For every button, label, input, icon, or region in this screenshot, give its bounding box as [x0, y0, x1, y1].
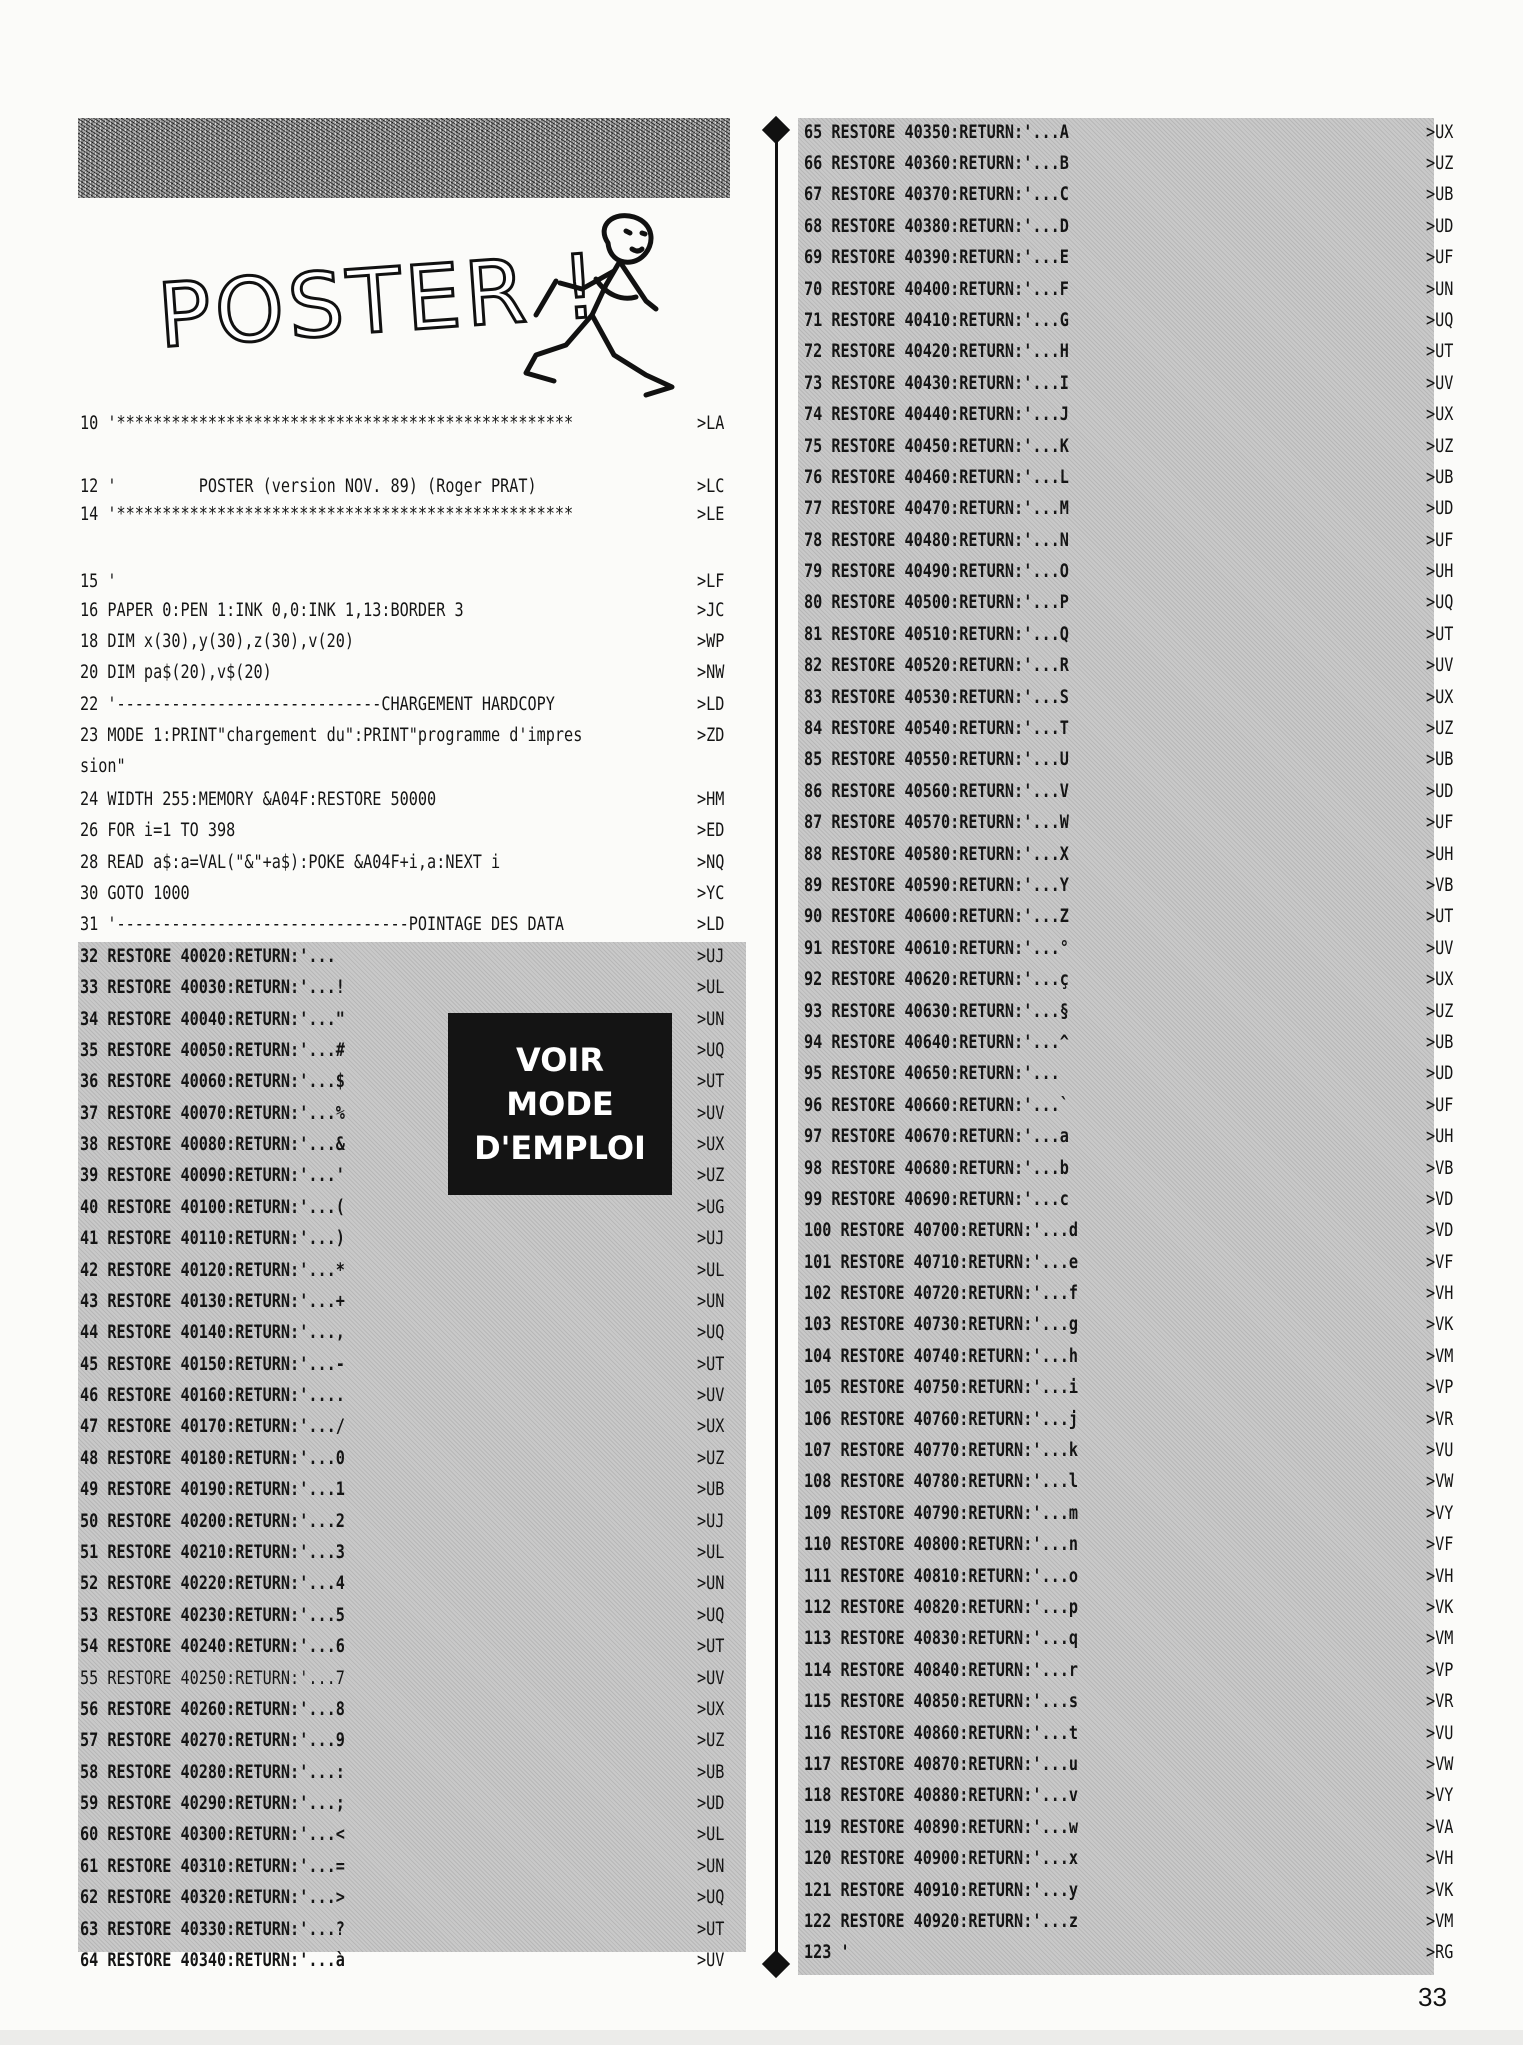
checksum-code: >HM	[697, 789, 725, 810]
code-line: 65 RESTORE 40350:RETURN:'...A	[804, 122, 1069, 143]
checksum-code: >UV	[697, 1950, 725, 1971]
checksum-code: >VB	[1426, 1158, 1454, 1179]
code-line: 118 RESTORE 40880:RETURN:'...v	[804, 1785, 1078, 1806]
cartoon-figure-illustration	[496, 205, 720, 405]
checksum-code: >UB	[1426, 467, 1454, 488]
code-line: 63 RESTORE 40330:RETURN:'...?	[80, 1919, 345, 1940]
checksum-code: >UZ	[697, 1165, 725, 1186]
checksum-code: >VM	[1426, 1628, 1454, 1649]
code-line: 57 RESTORE 40270:RETURN:'...9	[80, 1730, 345, 1751]
code-line: 119 RESTORE 40890:RETURN:'...w	[804, 1817, 1078, 1838]
checksum-code: >UG	[697, 1197, 725, 1218]
checksum-code: >UZ	[1426, 718, 1454, 739]
checksum-code: >UD	[1426, 1063, 1454, 1084]
checksum-code: >UN	[697, 1856, 725, 1877]
code-line: 70 RESTORE 40400:RETURN:'...F	[804, 279, 1069, 300]
checksum-code: >VW	[1426, 1471, 1454, 1492]
checksum-code: >JC	[697, 600, 725, 621]
box-line-2: MODE	[506, 1085, 614, 1123]
code-line: 75 RESTORE 40450:RETURN:'...K	[804, 436, 1069, 457]
code-line: 98 RESTORE 40680:RETURN:'...b	[804, 1158, 1069, 1179]
checksum-code: >UT	[1426, 624, 1454, 645]
checksum-code: >UX	[1426, 404, 1454, 425]
code-line: 74 RESTORE 40440:RETURN:'...J	[804, 404, 1069, 425]
checksum-code: >LD	[697, 694, 725, 715]
code-line: 71 RESTORE 40410:RETURN:'...G	[804, 310, 1069, 331]
checksum-code: >LE	[697, 504, 725, 525]
code-line: 89 RESTORE 40590:RETURN:'...Y	[804, 875, 1069, 896]
code-line: 110 RESTORE 40800:RETURN:'...n	[804, 1534, 1078, 1555]
checksum-code: >UD	[1426, 498, 1454, 519]
checksum-code: >LA	[697, 413, 725, 434]
checksum-code: >UH	[1426, 1126, 1454, 1147]
checksum-code: >UQ	[1426, 310, 1454, 331]
code-line: 97 RESTORE 40670:RETURN:'...a	[804, 1126, 1069, 1147]
checksum-code: >UX	[1426, 969, 1454, 990]
checksum-code: >UF	[1426, 247, 1454, 268]
code-line: 101 RESTORE 40710:RETURN:'...e	[804, 1252, 1078, 1273]
checksum-code: >UQ	[697, 1605, 725, 1626]
checksum-code: >UL	[697, 1260, 725, 1281]
checksum-code: >VA	[1426, 1817, 1454, 1838]
checksum-code: >UB	[1426, 1032, 1454, 1053]
code-line: 51 RESTORE 40210:RETURN:'...3	[80, 1542, 345, 1563]
code-line: 83 RESTORE 40530:RETURN:'...S	[804, 687, 1069, 708]
code-line: 40 RESTORE 40100:RETURN:'...(	[80, 1197, 345, 1218]
checksum-code: >UT	[697, 1071, 725, 1092]
checksum-code: >UD	[697, 1793, 725, 1814]
code-line: 99 RESTORE 40690:RETURN:'...c	[804, 1189, 1069, 1210]
checksum-code: >VM	[1426, 1911, 1454, 1932]
checksum-code: >UQ	[697, 1322, 725, 1343]
code-line: 79 RESTORE 40490:RETURN:'...O	[804, 561, 1069, 582]
checksum-code: >UN	[697, 1291, 725, 1312]
code-line: 10 '**************************************************	[80, 413, 574, 434]
checksum-code: >UV	[697, 1385, 725, 1406]
checksum-code: >NW	[697, 662, 725, 683]
code-line: 54 RESTORE 40240:RETURN:'...6	[80, 1636, 345, 1657]
code-line: 121 RESTORE 40910:RETURN:'...y	[804, 1880, 1078, 1901]
code-line: 16 PAPER 0:PEN 1:INK 0,0:INK 1,13:BORDER 3	[80, 600, 464, 621]
page-number: 33	[1418, 1982, 1447, 2012]
box-line-1: VOIR	[516, 1041, 604, 1079]
code-line: 90 RESTORE 40600:RETURN:'...Z	[804, 906, 1069, 927]
code-line: 32 RESTORE 40020:RETURN:'...	[80, 946, 336, 967]
code-line: 34 RESTORE 40040:RETURN:'..."	[80, 1009, 345, 1030]
checksum-code: >UV	[1426, 373, 1454, 394]
checksum-code: >UB	[697, 1479, 725, 1500]
code-line: 23 MODE 1:PRINT"chargement du":PRINT"programme d'impres	[80, 725, 583, 746]
checksum-code: >YC	[697, 883, 725, 904]
checksum-code: >WP	[697, 631, 725, 652]
checksum-code: >UD	[1426, 781, 1454, 802]
checksum-code: >UV	[697, 1668, 725, 1689]
code-line: 39 RESTORE 40090:RETURN:'...'	[80, 1165, 345, 1186]
code-line: 53 RESTORE 40230:RETURN:'...5	[80, 1605, 345, 1626]
voir-mode-emploi-box	[448, 1013, 672, 1195]
code-line: 52 RESTORE 40220:RETURN:'...4	[80, 1573, 345, 1594]
checksum-code: >VR	[1426, 1409, 1454, 1430]
code-line: 44 RESTORE 40140:RETURN:'...,	[80, 1322, 345, 1343]
checksum-code: >UD	[1426, 216, 1454, 237]
code-line: 50 RESTORE 40200:RETURN:'...2	[80, 1511, 345, 1532]
checksum-code: >VB	[1426, 875, 1454, 896]
checksum-code: >VY	[1426, 1503, 1454, 1524]
code-line: 28 READ a$:a=VAL("&"+a$):POKE &A04F+i,a:NEXT i	[80, 852, 501, 873]
code-line: 45 RESTORE 40150:RETURN:'...-	[80, 1354, 345, 1375]
code-line: 91 RESTORE 40610:RETURN:'...°	[804, 938, 1069, 959]
code-line: 31 '--------------------------------POINTAGE DES DATA	[80, 914, 565, 935]
code-line: 80 RESTORE 40500:RETURN:'...P	[804, 592, 1069, 613]
checksum-code: >VH	[1426, 1848, 1454, 1869]
checksum-code: >UB	[697, 1762, 725, 1783]
code-line: 77 RESTORE 40470:RETURN:'...M	[804, 498, 1069, 519]
code-line: 42 RESTORE 40120:RETURN:'...*	[80, 1260, 345, 1281]
code-line: 62 RESTORE 40320:RETURN:'...>	[80, 1887, 345, 1908]
checksum-code: >VD	[1426, 1189, 1454, 1210]
checksum-code: >UL	[697, 1542, 725, 1563]
code-line: 55 RESTORE 40250:RETURN:'...7	[80, 1668, 345, 1689]
checksum-code: >UX	[697, 1699, 725, 1720]
code-line: 86 RESTORE 40560:RETURN:'...V	[804, 781, 1069, 802]
code-line: 60 RESTORE 40300:RETURN:'...<	[80, 1824, 345, 1845]
code-line: 73 RESTORE 40430:RETURN:'...I	[804, 373, 1069, 394]
code-line: 123 '	[804, 1942, 850, 1963]
checksum-code: >VF	[1426, 1252, 1454, 1273]
checksum-code: >UT	[1426, 906, 1454, 927]
code-line: 81 RESTORE 40510:RETURN:'...Q	[804, 624, 1069, 645]
code-line: 115 RESTORE 40850:RETURN:'...s	[804, 1691, 1078, 1712]
code-line: 84 RESTORE 40540:RETURN:'...T	[804, 718, 1069, 739]
code-line: 95 RESTORE 40650:RETURN:'...	[804, 1063, 1060, 1084]
code-line: 61 RESTORE 40310:RETURN:'...=	[80, 1856, 345, 1877]
checksum-code: >UV	[1426, 938, 1454, 959]
code-line: 109 RESTORE 40790:RETURN:'...m	[804, 1503, 1078, 1524]
code-line: 76 RESTORE 40460:RETURN:'...L	[804, 467, 1069, 488]
code-line: 94 RESTORE 40640:RETURN:'...^	[804, 1032, 1069, 1053]
code-line: 67 RESTORE 40370:RETURN:'...C	[804, 184, 1069, 205]
divider-diamond-top	[762, 116, 790, 144]
checksum-code: >UZ	[1426, 1001, 1454, 1022]
checksum-code: >VD	[1426, 1220, 1454, 1241]
code-line: 104 RESTORE 40740:RETURN:'...h	[804, 1346, 1078, 1367]
code-line: 49 RESTORE 40190:RETURN:'...1	[80, 1479, 345, 1500]
checksum-code: >UH	[1426, 561, 1454, 582]
checksum-code: >UZ	[697, 1730, 725, 1751]
checksum-code: >UQ	[697, 1040, 725, 1061]
checksum-code: >UX	[1426, 122, 1454, 143]
divider-diamond-bottom	[762, 1950, 790, 1978]
code-line: 111 RESTORE 40810:RETURN:'...o	[804, 1566, 1078, 1587]
code-line: 12 ' POSTER (version NOV. 89) (Roger PRAT)	[80, 476, 537, 497]
code-line: 15 '	[80, 571, 117, 592]
checksum-code: >RG	[1426, 1942, 1454, 1963]
code-line: 58 RESTORE 40280:RETURN:'...:	[80, 1762, 345, 1783]
checksum-code: >VK	[1426, 1880, 1454, 1901]
checksum-code: >UN	[1426, 279, 1454, 300]
checksum-code: >LD	[697, 914, 725, 935]
code-line: 37 RESTORE 40070:RETURN:'...%	[80, 1103, 345, 1124]
checksum-code: >UZ	[697, 1448, 725, 1469]
code-line: 108 RESTORE 40780:RETURN:'...l	[804, 1471, 1078, 1492]
checksum-code: >VF	[1426, 1534, 1454, 1555]
code-line: 66 RESTORE 40360:RETURN:'...B	[804, 153, 1069, 174]
code-line: 78 RESTORE 40480:RETURN:'...N	[804, 530, 1069, 551]
code-line: 56 RESTORE 40260:RETURN:'...8	[80, 1699, 345, 1720]
checksum-code: >VP	[1426, 1377, 1454, 1398]
code-line: 20 DIM pa$(20),v$(20)	[80, 662, 272, 683]
code-line: 122 RESTORE 40920:RETURN:'...z	[804, 1911, 1078, 1932]
code-line: 120 RESTORE 40900:RETURN:'...x	[804, 1848, 1078, 1869]
page-bottom-edge	[0, 2030, 1523, 2045]
checksum-code: >VY	[1426, 1785, 1454, 1806]
checksum-code: >UV	[1426, 655, 1454, 676]
checksum-code: >UH	[1426, 844, 1454, 865]
checksum-code: >VW	[1426, 1754, 1454, 1775]
code-line: 116 RESTORE 40860:RETURN:'...t	[804, 1723, 1078, 1744]
code-line: 69 RESTORE 40390:RETURN:'...E	[804, 247, 1069, 268]
code-line: 87 RESTORE 40570:RETURN:'...W	[804, 812, 1069, 833]
code-line: 106 RESTORE 40760:RETURN:'...j	[804, 1409, 1078, 1430]
column-divider	[775, 120, 778, 1972]
checksum-code: >UF	[1426, 812, 1454, 833]
checksum-code: >UL	[697, 1824, 725, 1845]
checksum-code: >NQ	[697, 852, 725, 873]
checksum-code: >UZ	[1426, 436, 1454, 457]
checksum-code: >UN	[697, 1009, 725, 1030]
checksum-code: >UT	[697, 1919, 725, 1940]
code-line: 92 RESTORE 40620:RETURN:'...ç	[804, 969, 1069, 990]
code-line: 68 RESTORE 40380:RETURN:'...D	[804, 216, 1069, 237]
checksum-code: >UF	[1426, 1095, 1454, 1116]
checksum-code: >VH	[1426, 1283, 1454, 1304]
code-line: 113 RESTORE 40830:RETURN:'...q	[804, 1628, 1078, 1649]
code-line: 72 RESTORE 40420:RETURN:'...H	[804, 341, 1069, 362]
checksum-code: >UX	[697, 1416, 725, 1437]
checksum-code: >UZ	[1426, 153, 1454, 174]
code-line: 41 RESTORE 40110:RETURN:'...)	[80, 1228, 345, 1249]
checksum-code: >VR	[1426, 1691, 1454, 1712]
checksum-code: >UB	[1426, 749, 1454, 770]
checksum-code: >LC	[697, 476, 725, 497]
code-line: 103 RESTORE 40730:RETURN:'...g	[804, 1314, 1078, 1335]
checksum-code: >UQ	[1426, 592, 1454, 613]
code-line: 59 RESTORE 40290:RETURN:'...;	[80, 1793, 345, 1814]
box-line-3: D'EMPLOI	[474, 1129, 646, 1167]
checksum-code: >VK	[1426, 1597, 1454, 1618]
checksum-code: >UV	[697, 1103, 725, 1124]
checksum-code: >ZD	[697, 725, 725, 746]
code-line: 64 RESTORE 40340:RETURN:'...à	[80, 1950, 345, 1971]
code-line: 105 RESTORE 40750:RETURN:'...i	[804, 1377, 1078, 1398]
checksum-code: >UN	[697, 1573, 725, 1594]
checksum-code: >UJ	[697, 1511, 725, 1532]
code-line: 33 RESTORE 40030:RETURN:'...!	[80, 977, 345, 998]
code-line: 14 '**************************************************	[80, 504, 574, 525]
checksum-code: >VP	[1426, 1660, 1454, 1681]
checksum-code: >VM	[1426, 1346, 1454, 1367]
code-line: 96 RESTORE 40660:RETURN:'...`	[804, 1095, 1069, 1116]
checksum-code: >UL	[697, 977, 725, 998]
code-line: 36 RESTORE 40060:RETURN:'...$	[80, 1071, 345, 1092]
code-line: 38 RESTORE 40080:RETURN:'...&	[80, 1134, 345, 1155]
checksum-code: >UT	[697, 1636, 725, 1657]
checksum-code: >UQ	[697, 1887, 725, 1908]
checksum-code: >UX	[697, 1134, 725, 1155]
header-noise-band	[78, 118, 730, 198]
code-line: 112 RESTORE 40820:RETURN:'...p	[804, 1597, 1078, 1618]
checksum-code: >VK	[1426, 1314, 1454, 1335]
checksum-code: >VH	[1426, 1566, 1454, 1587]
checksum-code: >UJ	[697, 946, 725, 967]
code-line: 46 RESTORE 40160:RETURN:'....	[80, 1385, 345, 1406]
code-line: 93 RESTORE 40630:RETURN:'...§	[804, 1001, 1069, 1022]
code-line: 88 RESTORE 40580:RETURN:'...X	[804, 844, 1069, 865]
checksum-code: >ED	[697, 820, 725, 841]
code-line: 102 RESTORE 40720:RETURN:'...f	[804, 1283, 1078, 1304]
code-line: 48 RESTORE 40180:RETURN:'...0	[80, 1448, 345, 1469]
checksum-code: >VU	[1426, 1723, 1454, 1744]
code-line: 100 RESTORE 40700:RETURN:'...d	[804, 1220, 1078, 1241]
code-line: 117 RESTORE 40870:RETURN:'...u	[804, 1754, 1078, 1775]
code-line: 18 DIM x(30),y(30),z(30),v(20)	[80, 631, 354, 652]
code-line: 24 WIDTH 255:MEMORY &A04F:RESTORE 50000	[80, 789, 437, 810]
code-line: 85 RESTORE 40550:RETURN:'...U	[804, 749, 1069, 770]
code-line: 47 RESTORE 40170:RETURN:'.../	[80, 1416, 345, 1437]
code-line: 30 GOTO 1000	[80, 883, 190, 904]
checksum-code: >UT	[1426, 341, 1454, 362]
code-line: 35 RESTORE 40050:RETURN:'...#	[80, 1040, 345, 1061]
code-line: 107 RESTORE 40770:RETURN:'...k	[804, 1440, 1078, 1461]
checksum-code: >UJ	[697, 1228, 725, 1249]
checksum-code: >UX	[1426, 687, 1454, 708]
code-line: 114 RESTORE 40840:RETURN:'...r	[804, 1660, 1078, 1681]
page-title: POSTER !	[154, 234, 605, 368]
code-line: 22 '-----------------------------CHARGEMENT HARDCOPY	[80, 694, 555, 715]
checksum-code: >UB	[1426, 184, 1454, 205]
code-line: sion"	[80, 756, 126, 777]
code-line: 82 RESTORE 40520:RETURN:'...R	[804, 655, 1069, 676]
checksum-code: >UF	[1426, 530, 1454, 551]
checksum-code: >LF	[697, 571, 725, 592]
code-line: 43 RESTORE 40130:RETURN:'...+	[80, 1291, 345, 1312]
code-line: 26 FOR i=1 TO 398	[80, 820, 236, 841]
checksum-code: >VU	[1426, 1440, 1454, 1461]
checksum-code: >UT	[697, 1354, 725, 1375]
